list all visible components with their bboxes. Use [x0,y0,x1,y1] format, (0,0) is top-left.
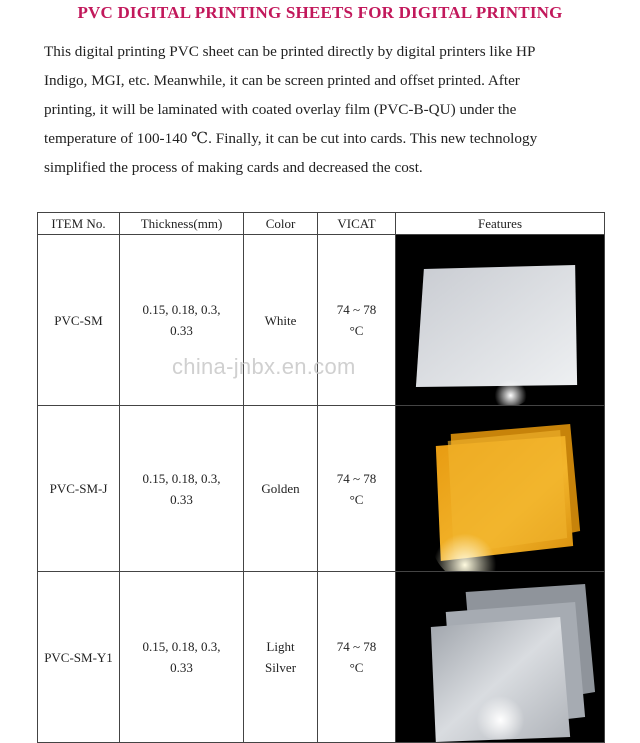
color-line: Silver [264,660,297,675]
header-vicat: VICAT [318,213,396,235]
header-features: Features [396,213,605,235]
thickness-line: 0.33 [170,660,193,675]
header-thickness: Thickness(mm) [120,213,244,235]
color-cell [244,406,318,572]
vicat-unit: °C [349,323,364,338]
item-no-cell: PVC-SM-Y1 [38,572,120,743]
color-line: White [264,312,297,328]
white-sheet-photo [396,235,604,405]
golden-sheets-photo [396,406,604,571]
intro-line: simplified the process of making cards and decreased the cost. [44,159,423,176]
vicat-line: 74 ~ 78 [336,639,377,654]
thickness-cell [120,406,244,572]
product-table [37,212,605,743]
vicat-unit: °C [349,660,364,675]
intro-line: This digital printing PVC sheet can be printed directly by digital printers like HP [44,43,536,60]
thickness-line: 0.33 [170,491,193,507]
thickness-line: 0.15, 0.18, 0.3, [142,302,221,317]
intro-line: Indigo, MGI, etc. Meanwhile, it can be screen printed and offset printed. After [44,72,520,89]
intro-line: printing, it will be laminated with coated overlay film (PVC-B-QU) under the [44,101,517,118]
color-line: Light [266,639,295,654]
intro-line: temperature of 100-140 ℃. Finally, it can be cut into cards. This new technology [44,130,538,147]
vicat-line: 74 ~ 78 [336,470,377,486]
item-no-cell: PVC-SM-J [38,406,120,572]
table-row [38,406,605,572]
table-header-row [38,213,605,235]
table-row [38,572,605,743]
intro-paragraph [44,37,604,182]
thickness-line: 0.33 [170,323,193,338]
thickness-cell [120,572,244,743]
watermark: china-jnbx.en.com [172,354,356,379]
header-color: Color [244,213,318,235]
page-title: PVC DIGITAL PRINTING SHEETS FOR DIGITAL PRINTING [77,3,563,22]
features-cell [396,572,605,743]
features-cell [396,406,605,572]
vicat-cell [318,406,396,572]
vicat-unit: °C [349,491,364,507]
item-no-cell: PVC-SM [38,235,120,406]
color-line: Golden [261,481,300,496]
vicat-cell [318,572,396,743]
color-cell [244,572,318,743]
silver-sheets-photo [396,572,604,742]
vicat-line: 74 ~ 78 [336,302,377,317]
header-item-no: ITEM No. [38,213,120,235]
thickness-line: 0.15, 0.18, 0.3, [142,639,221,654]
thickness-line: 0.15, 0.18, 0.3, [142,470,221,486]
features-cell [396,235,605,406]
